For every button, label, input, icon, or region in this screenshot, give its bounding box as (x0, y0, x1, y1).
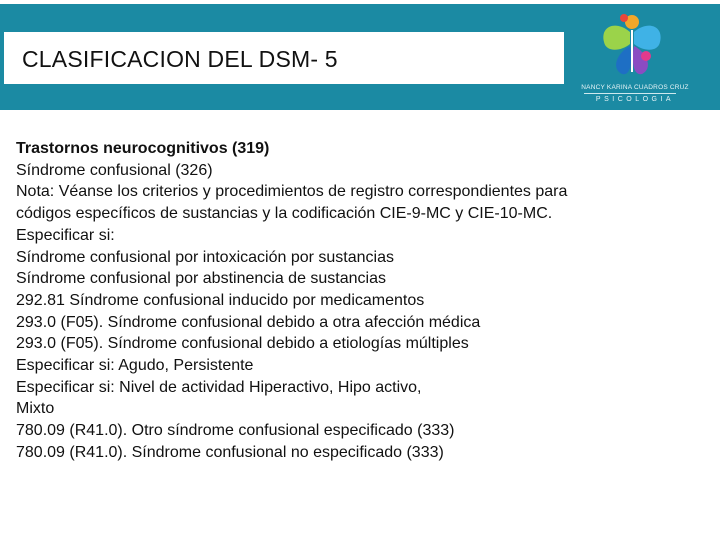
content-body (16, 138, 706, 464)
logo (580, 12, 690, 106)
logo-subtitle: PSICOLOGIA (595, 96, 675, 103)
text-line: 780.09 (R41.0). Síndrome confusional no especificado (333) (16, 443, 444, 461)
text-line: 293.0 (F05). Síndrome confusional debido a etiologías múltiples (16, 335, 469, 353)
text-line: Especificar si: Agudo, Persistente (16, 357, 254, 375)
text-line: Síndrome confusional por intoxicación por sustancias (16, 248, 394, 266)
text-line: Síndrome confusional por abstinencia de sustancias (16, 270, 386, 288)
page-title: CLASIFICACION DEL DSM- 5 (22, 46, 338, 72)
text-line: códigos específicos de sustancias y la codificación CIE-9-MC y CIE-10-MC. (16, 205, 553, 223)
text-line: Síndrome confusional (326) (16, 161, 213, 179)
text-line: Nota: Véanse los criterios y procedimientos de registro correspondientes para (16, 183, 568, 201)
text-line: Mixto (16, 400, 55, 418)
logo-name: NANCY KARINA CUADROS CRUZ (581, 84, 689, 91)
section-heading: Trastornos neurocognitivos (319) (16, 140, 270, 157)
text-line: 293.0 (F05). Síndrome confusional debido a otra afección médica (16, 313, 481, 331)
butterfly-logo-icon (596, 12, 668, 80)
text-line: Especificar si: (16, 226, 115, 244)
logo-divider (584, 93, 676, 94)
text-line: 292.81 Síndrome confusional inducido por medicamentos (16, 291, 425, 309)
text-line: Especificar si: Nivel de actividad Hiperactivo, Hipo activo, (16, 378, 422, 396)
text-line: 780.09 (R41.0). Otro síndrome confusional especificado (333) (16, 422, 455, 440)
